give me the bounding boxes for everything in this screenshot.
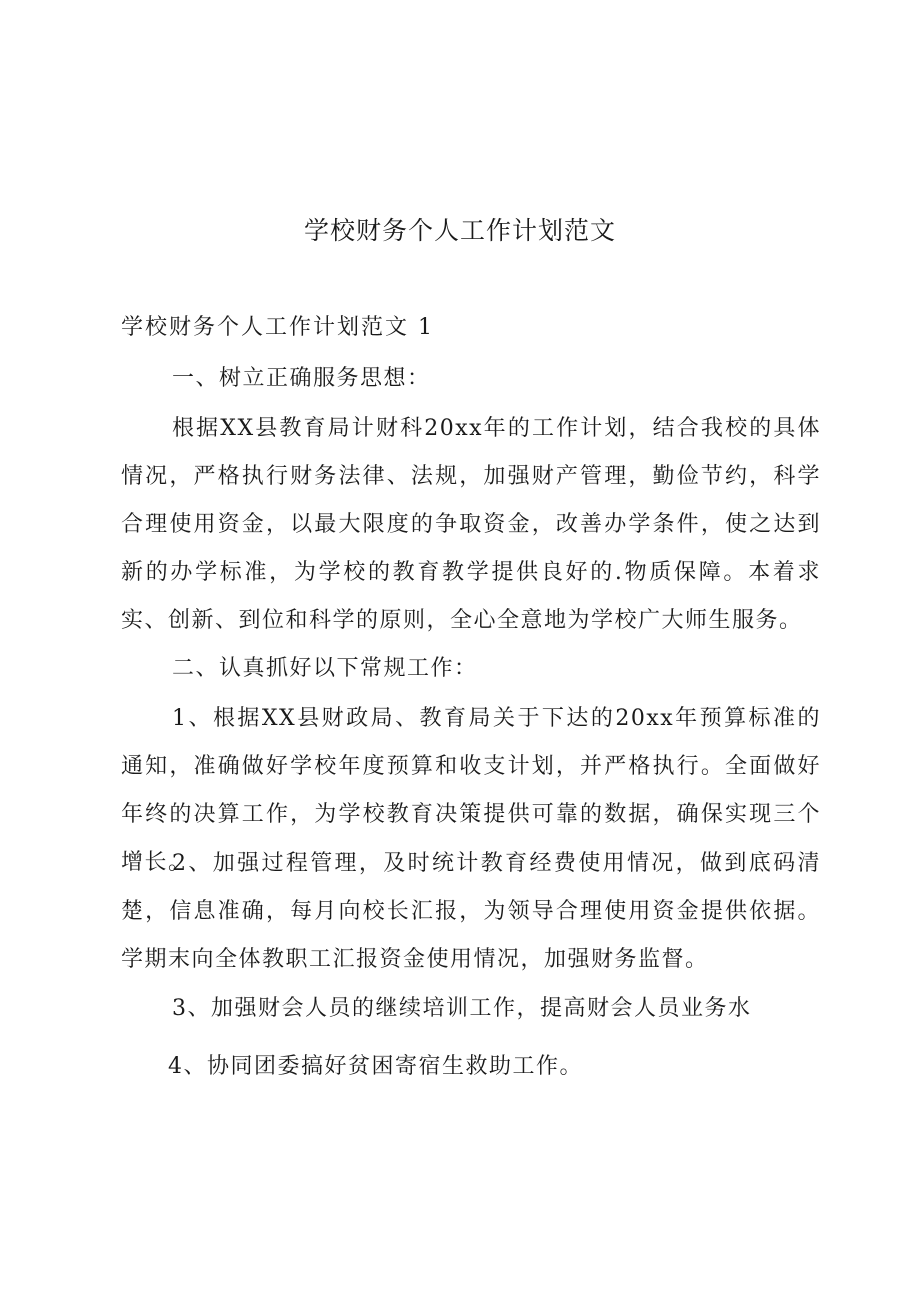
section-2-item-3: 3、加强财会人员的继续培训工作，提高财会人员业务水 — [172, 996, 752, 1021]
section-2-heading: 二、认真抓好以下常规工作： — [172, 656, 478, 681]
section-1-heading: 一、树立正确服务思想： — [172, 366, 431, 391]
document-title: 学校财务个人工作计划范文 — [303, 216, 616, 245]
section-2-item-1: 1、根据XX县财政局、教育局关于下达的20xx年预算标准的通知，准确做好学校年度预算和收支计划，并严格执行。全面做好年终的决算工作，为学校教育决策提供可靠的数据，确保实现三个增长。 — [121, 706, 821, 875]
document-subtitle: 学校财务个人工作计划范文 1 — [121, 315, 434, 340]
section-1-paragraph: 根据XX县教育局计财科20xx年的工作计划，结合我校的具体情况，严格执行财务法律、法规，加强财产管理，勤俭节约，科学合理使用资金，以最大限度的争取资金，改善办学条件，使之达到新的办学标准，为学校的教育教学提供良好的.物质保障。本着求实、创新、到位和科学的原则，全心全意地为学校广大师生服务。 — [121, 416, 821, 633]
section-2-item-4: 4、协同团委搞好贫困寄宿生救助工作。 — [168, 1054, 583, 1079]
section-2-item-2: 2、加强过程管理，及时统计教育经费使用情况，做到底码清楚，信息准确，每月向校长汇报，为领导合理使用资金提供依据。学期末向全体教职工汇报资金使用情况，加强财务监督。 — [121, 851, 821, 972]
